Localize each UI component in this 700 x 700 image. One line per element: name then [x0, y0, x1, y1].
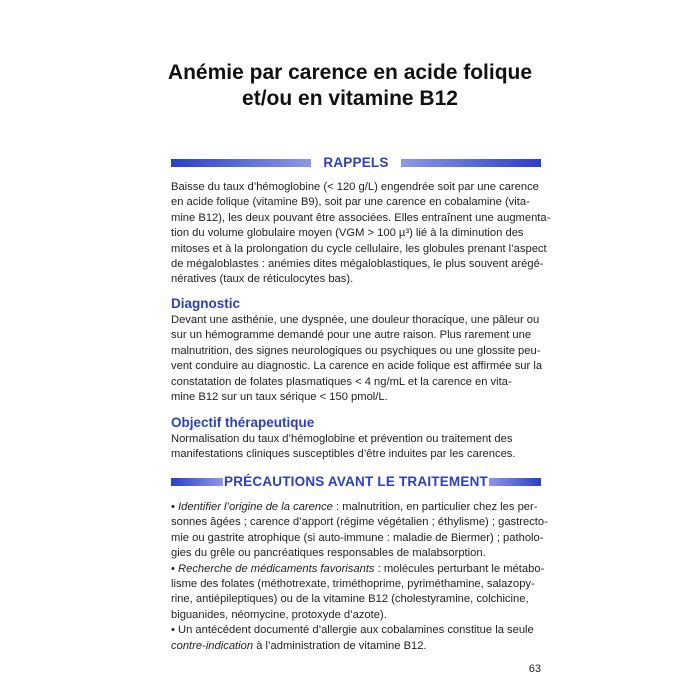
text-line: manifestations cliniques susceptibles d’être induites par les carences.: [171, 448, 516, 461]
text-line: sonnes âgées ; carence d’apport (régime végétalien ; éthylisme) ; gastrecto-: [171, 516, 548, 529]
section-heading-precautions: PRÉCAUTIONS AVANT LE TRAITEMENT: [224, 474, 488, 489]
text-line: sur un hémogramme demandé pour une autre raison. Plus rarement une: [171, 329, 532, 342]
list-item-line: [171, 639, 541, 654]
page-title-line-1: Anémie par carence en acide folique: [167, 61, 533, 84]
text-line: tion du volume globulaire moyen (VGM > 100 µ³) lié à la diminution des: [171, 227, 524, 240]
text-line: biguanides, néomycine, protoxyde d’azote).: [171, 608, 387, 621]
text-line: mine B12), les deux pouvant être associées. Elles entraînent une augmenta-: [171, 211, 551, 224]
paragraph-objectif: [171, 432, 541, 463]
text-line: gies du grêle ou pancréatiques responsables de malabsorption.: [171, 547, 486, 560]
text-line: malnutrition, des signes neurologiques ou psychiques ou une glossite peu-: [171, 344, 541, 357]
item-text: : malnutrition, en particulier chez les per-: [332, 501, 538, 513]
text-line: rine, antiépileptiques) ou de la vitamine B12 (cholestyramine, colchicine,: [171, 593, 529, 606]
text-line: en acide folique (vitamine B9), soit par une carence en cobalamine (vita-: [171, 196, 530, 209]
subheading-diagnostic: Diagnostic: [171, 296, 241, 311]
text-line: de mégaloblastes : anémies dites mégaloblastiques, le plus souvent arégé-: [171, 258, 544, 271]
list-item-line: • Un antécédent documenté d’allergie aux cobalamines constitue la seule: [171, 624, 534, 637]
item-label-origine: Identifier l’origine de la carence: [178, 501, 333, 513]
section-banner-rappels: [171, 154, 541, 174]
text-line: mitoses et à la prolongation du cycle cellulaire, les globules prenant l’aspect: [171, 242, 547, 255]
text-line: constatation de folates plasmatiques < 4 ng/mL et la carence en vita-: [171, 375, 512, 388]
paragraph-diagnostic: [171, 313, 541, 405]
text-line: Devant une asthénie, une dyspnée, une douleur thoracique, une pâleur ou: [171, 314, 540, 326]
precautions-list: [171, 500, 548, 654]
item-label-contre-indication: contre-indication: [171, 639, 254, 652]
subheading-objectif-therapeutique: Objectif thérapeutique: [171, 415, 315, 430]
list-item-line: [171, 562, 545, 577]
text-line: nératives (taux de réticulocytes bas).: [171, 273, 354, 286]
section-heading-rappels: RAPPELS: [323, 155, 389, 170]
banner-bar-right: [489, 478, 541, 486]
section-banner-precautions: [171, 473, 541, 493]
bullet: •: [171, 562, 175, 575]
banner-bar-right: [401, 159, 541, 167]
text-line: lisme des folates (méthotrexate, triméthoprime, pyriméthamine, salazopy-: [171, 578, 535, 591]
item-text: : molécules perturbant le métabo-: [374, 562, 545, 575]
bullet: •: [171, 501, 175, 513]
text-line: mie ou gastrite atrophique (si auto-immune : maladie de Biermer) ; patholo-: [171, 531, 544, 544]
text-line: vent conduire au diagnostic. La carence en acide folique est affirmée sur la: [171, 360, 543, 373]
list-item-line: [171, 500, 541, 515]
text-line: mine B12 sur un taux sérique < 150 pmol/L.: [171, 391, 388, 404]
page-title: [150, 60, 550, 112]
text-line: Normalisation du taux d’hémoglobine et prévention ou traitement des: [171, 433, 513, 445]
page-number: 63: [528, 663, 541, 675]
page-title-line-2: et/ou en vitamine B12: [242, 87, 458, 110]
item-text: à l’administration de vitamine B12.: [253, 639, 427, 652]
item-label-medicaments: Recherche de médicaments favorisants: [178, 562, 375, 575]
paragraph-rappels: [171, 180, 551, 288]
text-line: Baisse du taux d’hémoglobine (< 120 g/L) engendrée soit par une carence: [171, 181, 539, 193]
